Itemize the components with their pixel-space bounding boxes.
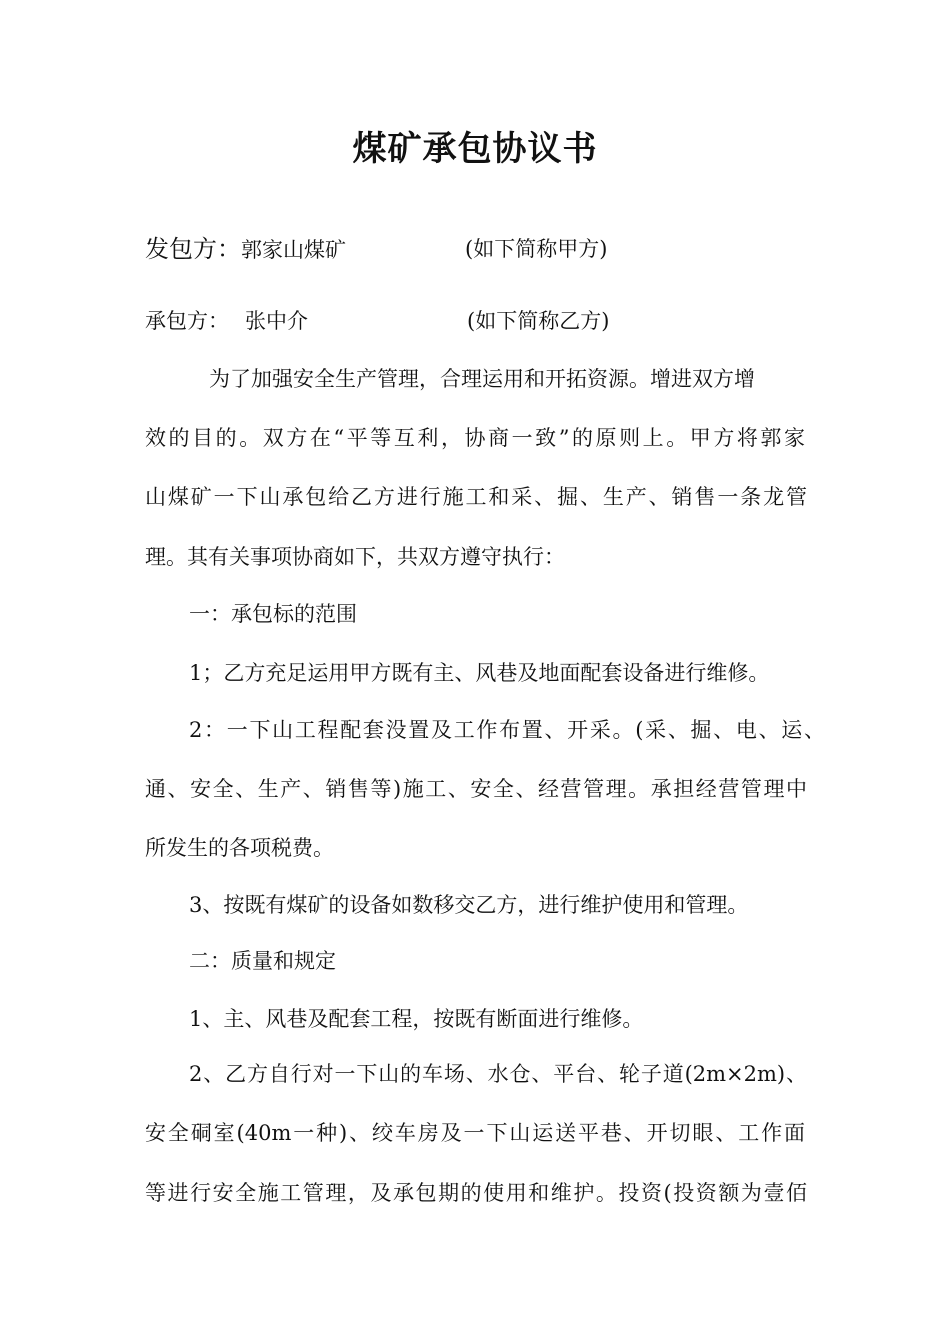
party-a-name: 郭家山煤矿	[241, 238, 346, 262]
party-b-name: 张中介	[245, 309, 308, 333]
body-line: 为了加强安全生产管理，合理运用和开拓资源。增进双方增	[209, 367, 755, 391]
body-line: 安全硐室(40m一种)、绞车房及一下山运送平巷、开切眼、工作面	[145, 1121, 805, 1145]
body-line: 所发生的各项税费。	[145, 836, 334, 860]
body-line: 3、按既有煤矿的设备如数移交乙方，进行维护使用和管理。	[189, 893, 749, 917]
body-line: 山煤矿一下山承包给乙方进行施工和采、掘、生产、销售一条龙管	[145, 485, 807, 509]
party-b-row	[145, 304, 610, 338]
body-line: 通、安全、生产、销售等)施工、安全、经营管理。承担经营管理中	[145, 777, 807, 801]
body-line: 等进行安全施工管理，及承包期的使用和维护。投资(投资额为壹佰	[145, 1181, 807, 1205]
body-line: 2：一下山工程配套没置及工作布置、开采。(采、掘、电、运、	[189, 718, 825, 742]
party-b-role: 承包方：	[145, 309, 229, 333]
body-line: 效的目的。双方在“平等互利，协商一致”的原则上。甲方将郭家	[145, 426, 805, 450]
body-line: 2、乙方自行对一下山的车场、水仓、平台、轮子道(2m×2m)、	[189, 1062, 807, 1086]
body-line: 理。其有关事项协商如下，共双方遵守执行：	[145, 545, 565, 569]
body-line: 1、主、风巷及配套工程，按既有断面进行维修。	[189, 1007, 644, 1031]
section-heading: 二：质量和规定	[189, 949, 336, 973]
body-line: 1；乙方充足运用甲方既有主、风巷及地面配套设备进行维修。	[189, 661, 770, 685]
section-heading: 一：承包标的范围	[189, 602, 357, 626]
party-a-note: (如下简称甲方)	[465, 237, 608, 261]
party-a-row	[145, 232, 608, 269]
party-b-note: (如下简称乙方)	[467, 309, 610, 333]
document-title: 煤矿承包协议书	[352, 129, 598, 169]
party-a-role: 发包方：	[145, 235, 241, 263]
